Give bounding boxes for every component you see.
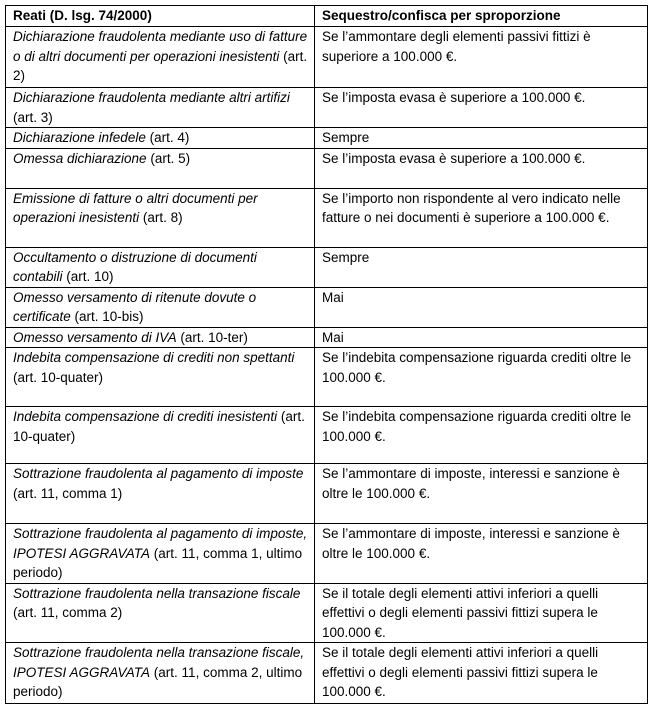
table-row bbox=[6, 524, 648, 584]
seizure-rule-cell: Se l’indebita compensazione riguarda crediti oltre le 100.000 €. bbox=[315, 407, 648, 464]
table-row bbox=[6, 348, 648, 407]
crime-article-ref: (art. 8) bbox=[139, 210, 183, 225]
crime-article-ref: (art. 3) bbox=[13, 109, 53, 125]
crime-cell bbox=[6, 128, 315, 149]
table-row bbox=[6, 88, 648, 128]
seizure-rule-cell: Se l’imposta evasa è superiore a 100.000 €. bbox=[315, 88, 648, 128]
header-crimes: Reati (D. lsg. 74/2000) bbox=[6, 6, 315, 27]
crime-article-ref: (art. 10-ter) bbox=[176, 329, 248, 345]
crime-name: Omessa dichiarazione bbox=[13, 150, 147, 166]
crime-cell bbox=[6, 88, 315, 128]
table-row bbox=[6, 583, 648, 643]
table-row bbox=[6, 643, 648, 704]
crime-name: Sottrazione fraudolenta al pagamento di imposte bbox=[13, 466, 304, 481]
table-header-row bbox=[6, 6, 648, 27]
seizure-rule-cell: Se l’importo non rispondente al vero indicato nelle fatture o nei documenti è superiore a 100.000 €. bbox=[315, 188, 648, 247]
crime-article-ref: (art. 11, comma 2, ultimo periodo) bbox=[13, 664, 303, 699]
crime-article-ref: (art. 10-quater) bbox=[13, 409, 305, 444]
table-row bbox=[6, 327, 648, 348]
crime-cell bbox=[6, 247, 315, 287]
crime-cell bbox=[6, 643, 315, 704]
crime-name: Dichiarazione fraudolenta mediante uso di fatture o di altri documenti per operazioni inesistenti bbox=[13, 29, 308, 64]
crime-article-ref: (art. 2) bbox=[13, 48, 308, 83]
seizure-rule-cell: Se l’indebita compensazione riguarda crediti oltre le 100.000 €. bbox=[315, 348, 648, 407]
seizure-rule-cell: Mai bbox=[315, 287, 648, 327]
crime-article-ref: (art. 10) bbox=[62, 269, 114, 284]
crime-cell bbox=[6, 327, 315, 348]
crime-name: Dichiarazione fraudolenta mediante altri artifizi bbox=[13, 90, 290, 105]
table-row bbox=[6, 148, 648, 188]
crime-name: Dichiarazione infedele bbox=[13, 130, 146, 145]
crime-name: Emissione di fatture o altri documenti per operazioni inesistenti bbox=[13, 190, 258, 225]
table-row bbox=[6, 464, 648, 524]
crime-cell bbox=[6, 287, 315, 327]
crime-article-ref: (art. 4) bbox=[145, 130, 190, 145]
crime-cell bbox=[6, 188, 315, 247]
table-row bbox=[6, 407, 648, 464]
crime-name: Omesso versamento di ritenute dovute o certificate bbox=[13, 289, 257, 324]
crime-article-ref: (art. 11, comma 1, ultimo periodo) bbox=[13, 545, 303, 580]
seizure-rule-cell: Sempre bbox=[315, 128, 648, 149]
crime-cell bbox=[6, 27, 315, 88]
crime-name: Sottrazione fraudolenta al pagamento di imposte, IPOTESI AGGRAVATA bbox=[13, 526, 308, 561]
crime-name: Indebita compensazione di crediti non spettanti bbox=[13, 350, 295, 365]
crime-name: Omesso versamento di IVA bbox=[13, 329, 177, 345]
crime-cell bbox=[6, 407, 315, 464]
crimes-table bbox=[5, 5, 648, 704]
crime-name: Indebita compensazione di crediti inesistenti bbox=[13, 409, 278, 424]
header-seizure: Sequestro/confisca per sproporzione bbox=[315, 6, 648, 27]
crime-article-ref: (art. 11, comma 1) bbox=[13, 485, 123, 501]
crime-cell bbox=[6, 148, 315, 188]
table-row bbox=[6, 27, 648, 88]
crime-article-ref: (art. 10-quater) bbox=[13, 369, 104, 385]
seizure-rule-cell: Se il totale degli elementi attivi inferiori a quelli effettivi o degli elementi passivi fittizi supera le 100.000 €. bbox=[315, 643, 648, 704]
crime-article-ref: (art. 11, comma 2) bbox=[13, 605, 123, 620]
crime-name: Sottrazione fraudolenta nella transazione fiscale bbox=[13, 585, 301, 601]
crime-article-ref: (art. 5) bbox=[146, 150, 191, 166]
seizure-rule-cell: Se l’ammontare di imposte, interessi e sanzione è oltre le 100.000 €. bbox=[315, 524, 648, 584]
seizure-rule-cell: Mai bbox=[315, 327, 648, 348]
table-row bbox=[6, 188, 648, 247]
table-row bbox=[6, 128, 648, 149]
crime-name: Sottrazione fraudolenta nella transazione fiscale, IPOTESI AGGRAVATA bbox=[13, 645, 305, 680]
seizure-rule-cell: Sempre bbox=[315, 247, 648, 287]
seizure-rule-cell: Se l’ammontare degli elementi passivi fittizi è superiore a 100.000 €. bbox=[315, 27, 648, 88]
crime-article-ref: (art. 10-bis) bbox=[70, 309, 144, 324]
crime-name: Occultamento o distruzione di documenti contabili bbox=[13, 249, 257, 284]
seizure-rule-cell: Se il totale degli elementi attivi inferiori a quelli effettivi o degli elementi passivi fittizi supera le 100.000 €. bbox=[315, 583, 648, 643]
crime-cell bbox=[6, 464, 315, 524]
crime-cell bbox=[6, 348, 315, 407]
table-row bbox=[6, 287, 648, 327]
crime-cell bbox=[6, 583, 315, 643]
seizure-rule-cell: Se l’ammontare di imposte, interessi e sanzione è oltre le 100.000 €. bbox=[315, 464, 648, 524]
seizure-rule-cell: Se l’imposta evasa è superiore a 100.000 €. bbox=[315, 148, 648, 188]
crime-cell bbox=[6, 524, 315, 584]
table-row bbox=[6, 247, 648, 287]
